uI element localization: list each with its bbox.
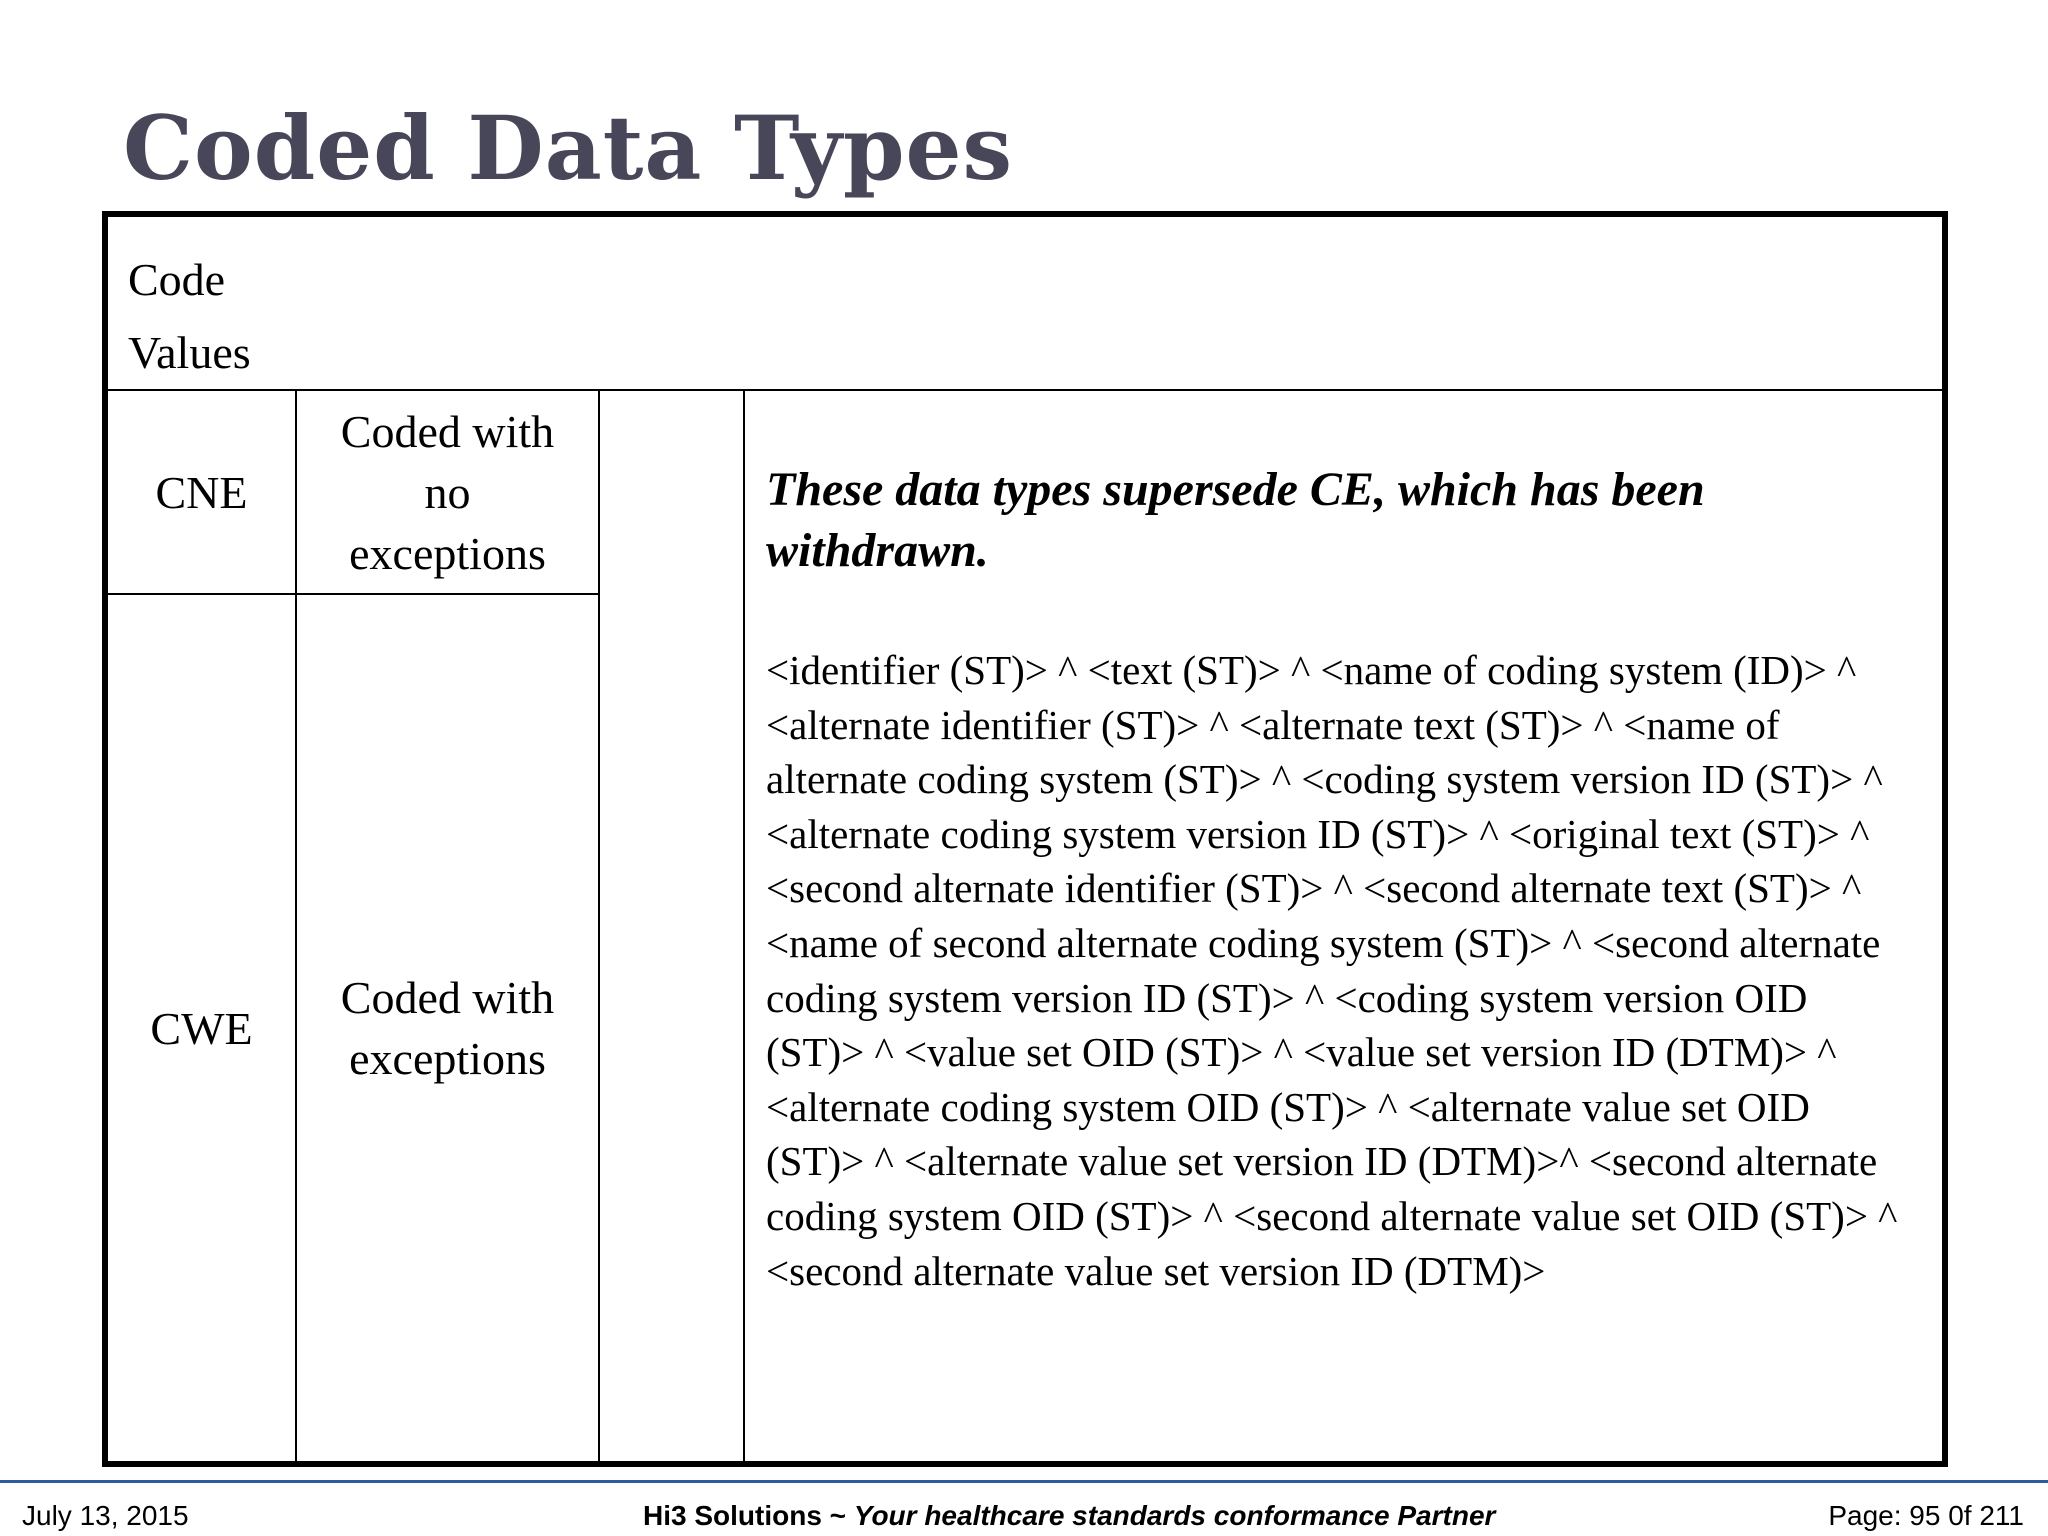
description-cne	[296, 390, 599, 594]
footer-page-number: Page: 95 0f 211	[1828, 1500, 2024, 1531]
slide-title: Coded Data Types	[123, 96, 1014, 200]
description-line: Coded with	[340, 972, 555, 1023]
code-cne: CNE	[105, 390, 296, 594]
header-line-values: Values	[128, 327, 251, 378]
description-line: Coded with	[340, 405, 555, 457]
coded-data-types-table	[102, 211, 1948, 1467]
code-cwe: CWE	[105, 594, 296, 1464]
table-header-row	[105, 214, 1945, 390]
description-line: exceptions	[349, 527, 546, 579]
component-specification: <identifier (ST)> ^ <text (ST)> ^ <name of coding system (ID)> ^ <alternate identifier (ST)> ^ <alternate text (ST)> ^ <name of alternate coding system (ST)> ^ <coding system version ID (ST)> ^ <alternate coding system version ID (ST)> ^ <original text (ST)> ^ <second alternate identifier (ST)> ^ <second alternate text (ST)> ^ <name of second alternate coding system (ST)> ^ <second alternate coding system version ID (ST)> ^ <coding system version OID (ST)> ^ <value set OID (ST)> ^ <value set version ID (DTM)> ^ <alternate coding system OID (ST)> ^ <alternate value set OID (ST)> ^ <alternate value set version ID (DTM)>^ <second alternate coding system OID (ST)> ^ <second alternate value set OID (ST)> ^ <second alternate value set version ID (DTM)>	[766, 647, 1898, 1294]
footer-date: July 13, 2015	[22, 1500, 189, 1531]
table-header-cell	[105, 214, 1945, 390]
type-definition-cell	[744, 390, 1945, 1464]
description-line: no	[424, 466, 471, 518]
table-row-cne	[105, 390, 1945, 594]
footer-divider	[0, 1480, 2048, 1483]
supersede-note: These data types supersede CE, which has been withdrawn.	[766, 463, 1705, 577]
header-line-code: Code	[128, 254, 226, 305]
description-line: exceptions	[349, 1033, 546, 1084]
footer-company	[643, 1498, 1495, 1534]
footer-tagline: Your healthcare standards conformance Partner	[853, 1500, 1496, 1531]
description-cwe	[296, 594, 599, 1464]
empty-column-cell	[599, 390, 744, 1464]
footer-company-name: Hi3 Solutions ~	[643, 1500, 854, 1531]
